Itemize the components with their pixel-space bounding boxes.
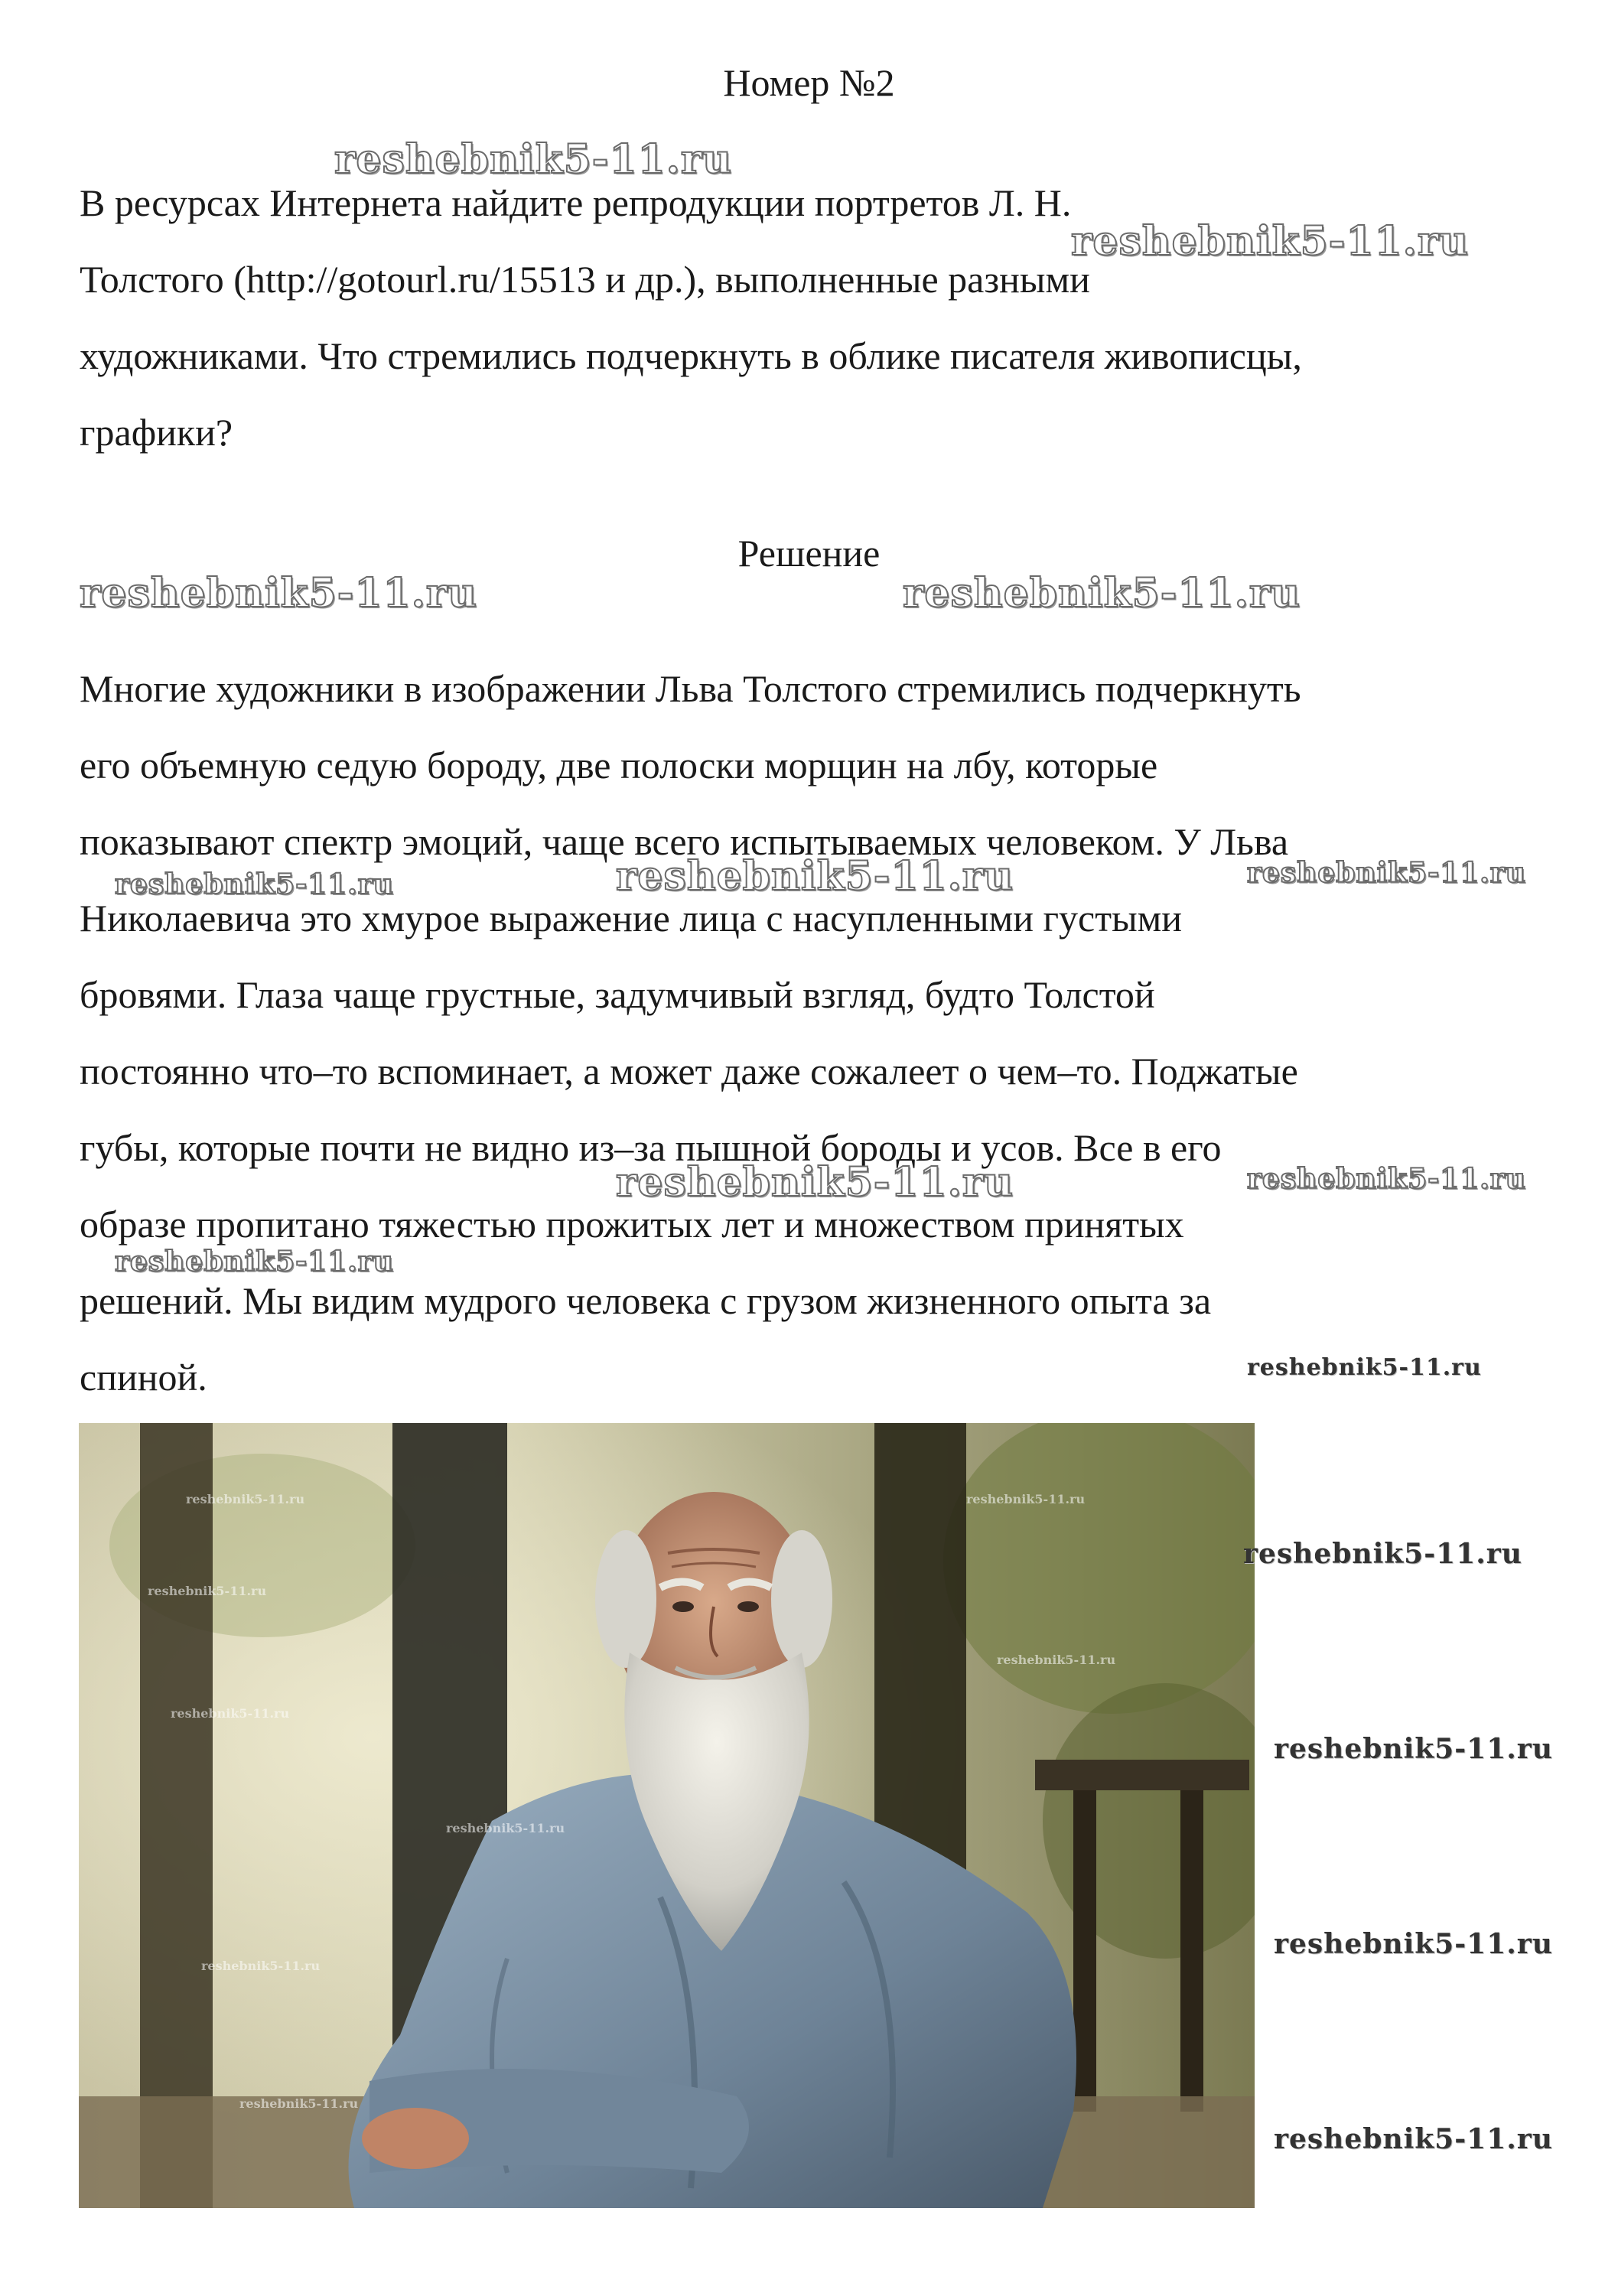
portrait-watermark: reshebnik5-11.ru xyxy=(997,1653,1116,1667)
site-watermark: reshebnik5-11.ru xyxy=(1274,2123,1553,2155)
solution-line: спиной. xyxy=(80,1356,207,1399)
solution-line: губы, которые почти не видно из–за пышной бороды и усов. Все в его xyxy=(80,1126,1222,1169)
solution-line: Многие художники в изображении Льва Толстого стремились подчеркнуть xyxy=(80,667,1301,710)
site-watermark: reshebnik5-11.ru xyxy=(334,136,733,183)
tolstoy-portrait-image xyxy=(79,1423,1255,2208)
solution-line: Николаевича это хмурое выражение лица с насупленными густыми xyxy=(80,897,1183,940)
site-watermark: reshebnik5-11.ru xyxy=(903,570,1301,617)
site-watermark: reshebnik5-11.ru xyxy=(80,570,478,617)
solution-line: решений. Мы видим мудрого человека с грузом жизненного опыта за xyxy=(80,1279,1212,1322)
site-watermark: reshebnik5-11.ru xyxy=(115,868,394,900)
site-watermark: reshebnik5-11.ru xyxy=(1247,857,1526,889)
site-watermark: reshebnik5-11.ru xyxy=(1247,1354,1482,1381)
portrait-watermark: reshebnik5-11.ru xyxy=(446,1821,565,1835)
site-watermark: reshebnik5-11.ru xyxy=(1071,218,1470,265)
solution-line: показывают спектр эмоций, чаще всего испытываемых человеком. У Льва xyxy=(80,820,1289,863)
page-title: Номер №2 xyxy=(723,61,895,104)
solution-heading: Решение xyxy=(737,532,881,575)
task-line: Толстого (http://gotourl.ru/15513 и др.), выполненные разными xyxy=(80,258,1090,301)
solution-line: постоянно что–то вспоминает, а может даже сожалеет о чем–то. Поджатые xyxy=(80,1050,1298,1093)
portrait-watermark: reshebnik5-11.ru xyxy=(171,1706,290,1721)
site-watermark: reshebnik5-11.ru xyxy=(1274,1928,1553,1960)
site-watermark: reshebnik5-11.ru xyxy=(1243,1538,1522,1570)
portrait-watermark: reshebnik5-11.ru xyxy=(148,1584,267,1598)
task-line: В ресурсах Интернета найдите репродукции портретов Л. Н. xyxy=(80,181,1072,224)
task-text xyxy=(80,164,1579,471)
site-watermark: reshebnik5-11.ru xyxy=(115,1246,394,1278)
portrait-watermark: reshebnik5-11.ru xyxy=(186,1492,305,1506)
solution-text xyxy=(80,650,1579,1415)
portrait-watermark: reshebnik5-11.ru xyxy=(239,2096,359,2111)
site-watermark: reshebnik5-11.ru xyxy=(1274,1733,1553,1765)
portrait-watermark: reshebnik5-11.ru xyxy=(966,1492,1086,1506)
task-line: художниками. Что стремились подчеркнуть в облике писателя живописцы, xyxy=(80,334,1302,377)
portrait-drawing xyxy=(79,1423,1255,2208)
task-line: графики? xyxy=(80,411,233,454)
solution-line: его объемную седую бороду, две полоски морщин на лбу, которые xyxy=(80,744,1158,787)
solution-line: образе пропитано тяжестью прожитых лет и множеством принятых xyxy=(80,1203,1184,1246)
site-watermark: reshebnik5-11.ru xyxy=(616,853,1014,900)
site-watermark: reshebnik5-11.ru xyxy=(1247,1163,1526,1195)
solution-line: бровями. Глаза чаще грустные, задумчивый взгляд, будто Толстой xyxy=(80,973,1155,1016)
site-watermark: reshebnik5-11.ru xyxy=(616,1159,1014,1206)
portrait-watermark: reshebnik5-11.ru xyxy=(201,1959,321,1973)
